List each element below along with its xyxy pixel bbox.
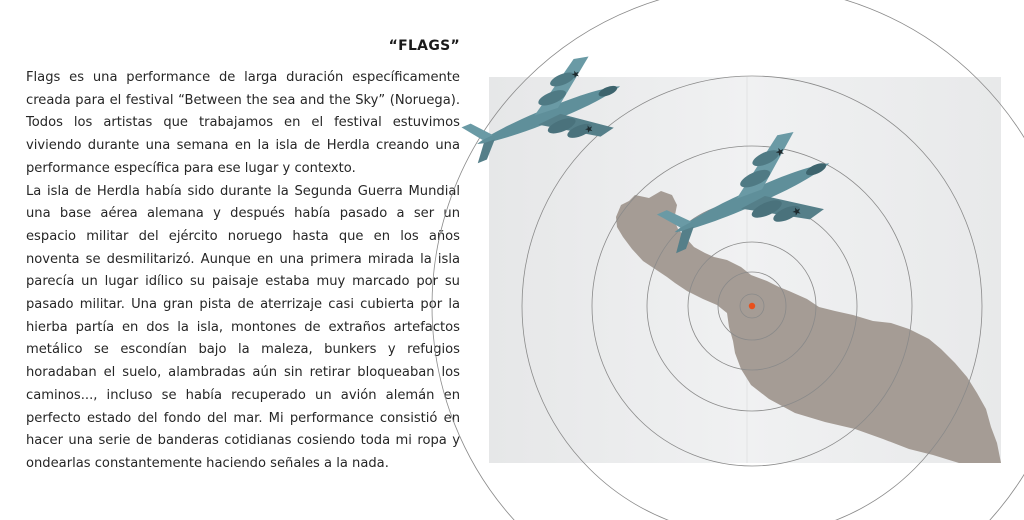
paragraph-intro: Flags es una performance de larga duración específicamente creada para el festival “Between the sea and the Sky” (Noruega). Todos los artistas que trabajamos en el festival estuvimos viviendo durante una semana en la isla de Herdla creando una performance específica para ese lugar y contexto. [26, 70, 460, 176]
artwork-image [489, 36, 1001, 463]
body-text [26, 67, 460, 476]
paragraph-herdla: La isla de Herdla había sido durante la Segunda Guerra Mundial una base aérea alemana y después había pasado a ser un espacio militar del ejército noruego hasta que en los años noventa se desmilitarizó. Aunque en una primera mirada la isla parecía un lugar idílico su paisaje estaba muy marcado por su pasado militar. Una gran pista de aterrizaje casi cubierta por la hierba partía en dos la isla, montones de extraños artefactos metálico se escondían bajo la maleza, bunkers y refugios horadaban el suelo, alambradas aún sin retirar bloqueaban los caminos..., incluso se había recuperado un avión alemán en perfecto estado del fondo del mar. Mi performance consistió en hacer una serie de banderas cotidianas cosiendo toda mi ropa y ondearlas constantemente haciendo señales a la nada. [26, 183, 460, 471]
target-dot [749, 303, 755, 309]
artwork-illustration: ★ [489, 77, 1001, 463]
page-title: “FLAGS” [388, 38, 460, 54]
